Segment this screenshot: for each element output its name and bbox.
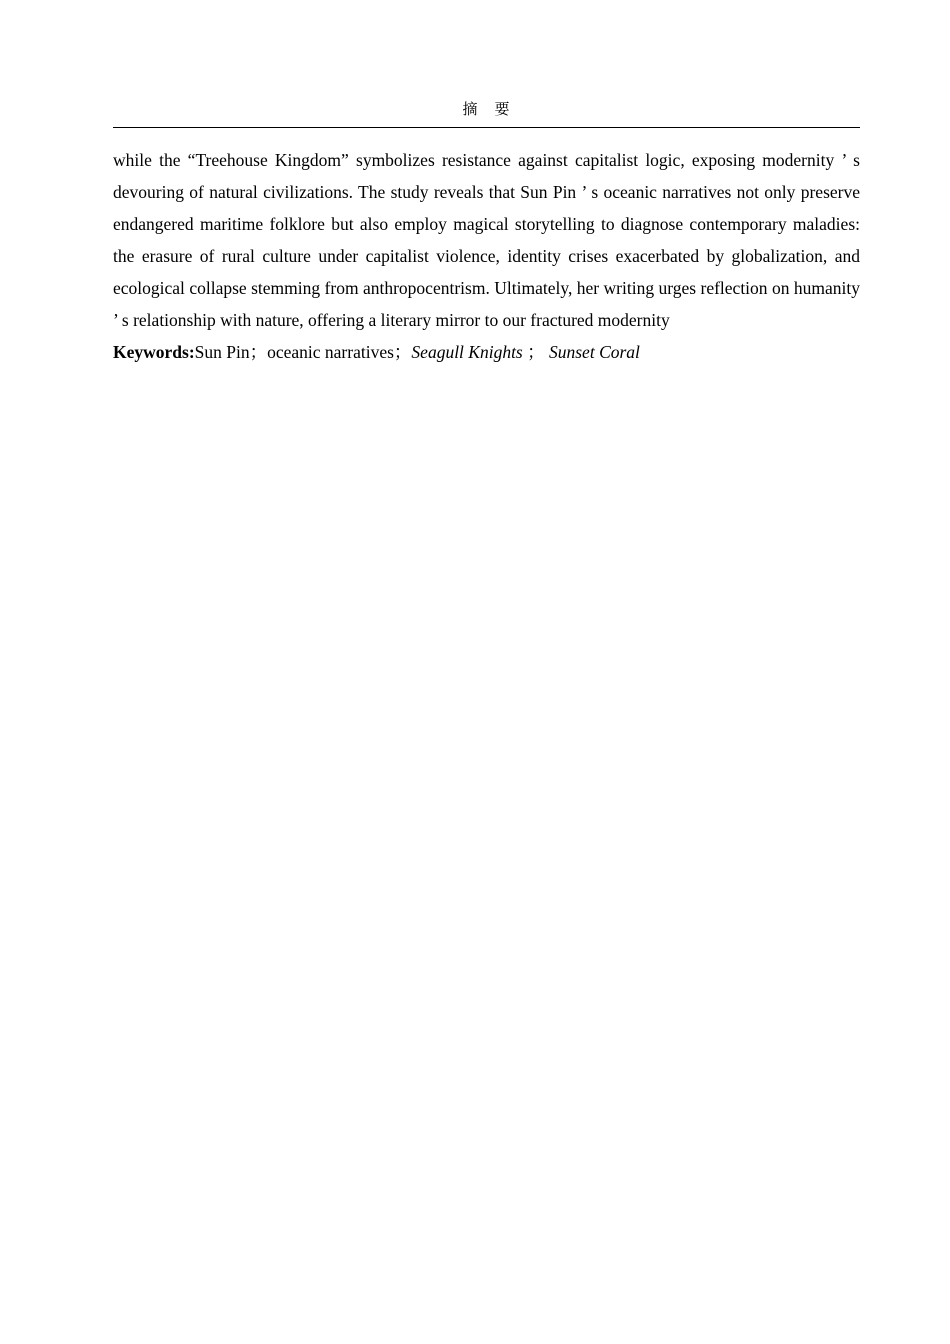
keyword-separator-2: ； [393, 342, 412, 362]
keyword-seagull-knights: Seagull Knights [411, 342, 523, 362]
abstract-paragraph: while the “Treehouse Kingdom” symbolizes resistance against capitalist logic, exposing modernity ’ s devouring of natural civilizations. The study reveals that Sun Pin ’ s oceanic narratives not only preserve endangered maritime folklore but also employ magical storytelling to diagnose contemporary maladies: the erasure of rural culture under capitalist violence, identity crises exacerbated by globalization, and ecological collapse stemming from anthropocentrism. Ultimately, her writing urges reflection on humanity ’ s relationship with nature, offering a literary mirror to our fractured modernity [113, 150, 860, 330]
keyword-oceanic-narratives: oceanic narratives [267, 342, 394, 362]
header-title: 摘 要 [462, 102, 511, 118]
keyword-sunset-coral: Sunset Coral [549, 342, 640, 362]
keywords-line [113, 336, 860, 368]
page-header [113, 100, 860, 128]
keyword-separator-3: ； [522, 342, 549, 362]
keyword-separator-1: ； [249, 342, 268, 362]
keyword-sun-pin: Sun Pin [194, 342, 250, 362]
keywords-label: Keywords: [113, 342, 195, 362]
header-rule [113, 127, 860, 128]
